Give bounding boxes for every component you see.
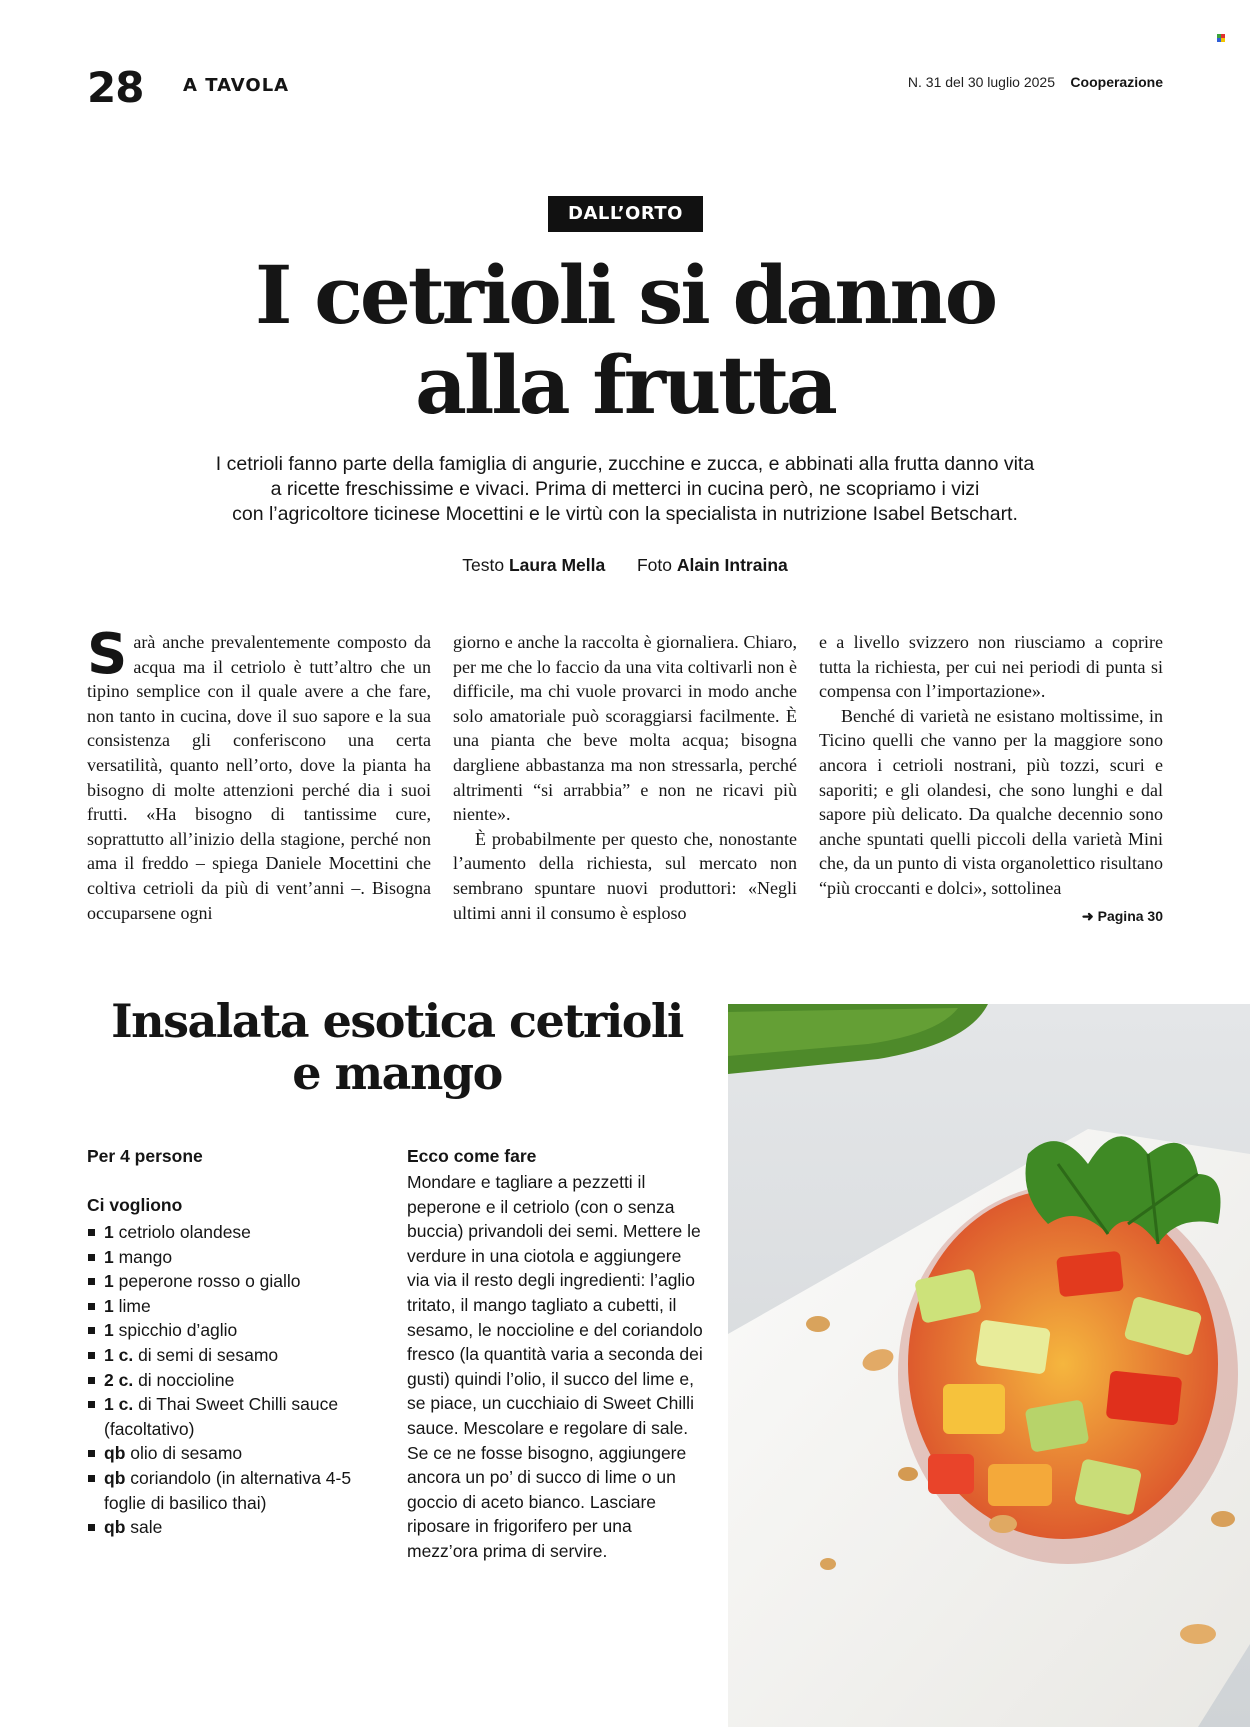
ingredient-qty: 1 bbox=[104, 1295, 114, 1316]
ingredient-text: mango bbox=[118, 1246, 173, 1267]
ingredient-qty: 1 bbox=[104, 1246, 114, 1267]
headline-line-1: I cetrioli si danno bbox=[254, 248, 996, 342]
headline bbox=[150, 250, 1100, 430]
byline bbox=[0, 555, 1250, 576]
ingredient-text: peperone rosso o giallo bbox=[118, 1271, 301, 1292]
continue-label: Pagina 30 bbox=[1097, 907, 1163, 924]
column-2-paragraph-1: giorno e anche la raccolta è giornaliera. Chiaro, per me che lo faccio da una vita coltivarli non è difficile, ma chi vuole provarci in modo anche solo amatoriale può scoraggiarsi facilmente. È una pianta che beve molta acqua; bisogna dargliene abbastanza ma non stressarla, perché altrimenti “si arrabbia” e non ne ricavi più niente». bbox=[453, 632, 797, 825]
method-title: Ecco come fare bbox=[407, 1146, 537, 1166]
lead-line-3: con l’agricoltore ticinese Mocettini e le virtù con la specialista in nutrizione Isabel Betschart. bbox=[232, 503, 1018, 525]
ingredient-item bbox=[87, 1392, 377, 1441]
byline-photo-author: Alain Intraina bbox=[676, 555, 788, 575]
ingredient-text: olio di sesamo bbox=[130, 1443, 243, 1464]
ingredient-text: di Thai Sweet Chilli sauce (facoltativo) bbox=[104, 1394, 339, 1439]
byline-text-author: Laura Mella bbox=[508, 555, 606, 575]
method-text: Mondare e tagliare a pezzetti il peperone e il cetriolo (con o senza buccia) privandoli dei semi. Mettere le verdure in una ciotola e aggiungere via via il resto degli ingredienti: l’aglio tritato, il mango tagliato a cubetti, il sesamo, le noccioline e del coriandolo fresco (la quantità varia a seconda dei gusti) quindi l’olio, il succo del lime e, se piace, un cucchiaio di Sweet Chilli sauce. Mescolare e regolare di sale. Se ce ne fosse bisogno, aggiungere ancora un po’ di succo di lime o un goccio di aceto bianco. Lasciare riposare in frigorifero per una mezz’ora prima di servire. bbox=[407, 1172, 703, 1561]
ingredient-text: sale bbox=[130, 1517, 163, 1538]
ingredient-item bbox=[87, 1245, 377, 1270]
article-column-2 bbox=[453, 630, 797, 925]
ingredient-qty: 1 bbox=[104, 1320, 114, 1341]
kicker-label: DALL’ORTO bbox=[548, 196, 703, 232]
ingredient-qty: qb bbox=[104, 1443, 126, 1464]
recipe-photo bbox=[728, 1004, 1250, 1727]
headline-line-2: alla frutta bbox=[415, 338, 835, 432]
ingredient-item bbox=[87, 1368, 377, 1393]
magazine-name: Cooperazione bbox=[1070, 74, 1163, 90]
column-3-paragraph-1: e a livello svizzero non riusciamo a coprire tutta la richiesta, per cui nei periodi di punta si compensa con l’importazione». bbox=[819, 632, 1163, 702]
ingredient-item bbox=[87, 1220, 377, 1245]
ingredient-item bbox=[87, 1318, 377, 1343]
lead-line-1: I cetrioli fanno parte della famiglia di angurie, zucchine e zucca, e abbinati alla frutta danno vita bbox=[215, 453, 1035, 475]
ingredient-text: di semi di sesamo bbox=[138, 1344, 279, 1365]
ingredient-item bbox=[87, 1466, 377, 1515]
ingredient-qty: 2 c. bbox=[104, 1369, 134, 1390]
recipe-title-line-2: e mango bbox=[292, 1046, 502, 1100]
ingredient-qty: 1 bbox=[104, 1271, 114, 1292]
arrow-right-icon: ➜ bbox=[1081, 907, 1094, 924]
ingredient-item bbox=[87, 1515, 377, 1540]
recipe-title-line-1: Insalata esotica cetrioli bbox=[111, 994, 683, 1048]
ingredient-item bbox=[87, 1269, 377, 1294]
ingredient-text: coriandolo (in alternativa 4-5 foglie di basilico thai) bbox=[104, 1467, 352, 1513]
ingredient-text: cetriolo olandese bbox=[118, 1222, 251, 1242]
recipe-servings: Per 4 persone bbox=[87, 1146, 203, 1166]
ingredient-text: di noccioline bbox=[138, 1369, 235, 1390]
column-3-paragraph-2: Benché di varietà ne esistano moltissime, in Ticino quelli che vanno per la maggiore sono ancora i cetrioli nostrani, più tozzi, scuri e saporiti; e gli olandesi, che sono lunghi e dal sapore più delicato. Da qualche decennio sono anche spuntati quelli piccoli della varietà Mini che, da un punto di vista organolettico risultano “più croccanti e dolci», sottolinea ➜ Pagina 30 bbox=[819, 704, 1163, 901]
continue-link[interactable] bbox=[1060, 904, 1163, 929]
ingredient-qty: qb bbox=[104, 1517, 126, 1538]
registration-mark-icon bbox=[1217, 34, 1226, 42]
byline-text-label: Testo bbox=[462, 555, 505, 575]
ingredient-text: spicchio d’aglio bbox=[118, 1320, 238, 1341]
ingredient-qty: 1 bbox=[104, 1222, 114, 1242]
page-number: 28 bbox=[87, 63, 144, 112]
ingredient-text: lime bbox=[118, 1295, 151, 1316]
recipe-title bbox=[87, 995, 707, 1099]
ingredient-qty: qb bbox=[104, 1467, 126, 1488]
section-name: A TAVOLA bbox=[183, 75, 290, 96]
byline-photo-label: Foto bbox=[636, 555, 673, 575]
column-2-paragraph-2: È probabilmente per questo che, nonostante l’aumento della richiesta, sul mercato non sembrano spuntare nuovi produttori: «Negli ultimi anni il consumo è esploso bbox=[453, 828, 797, 923]
column-1-paragraph: Sarà anche prevalentemente composto da acqua ma il cetriolo è tutt’altro che un tipino semplice con il quale avere a che fare, non tanto in cucina, dove il suo sapore e la sua consistenza gli conferiscono una certa versatilità, quanto nell’orto, dove la pianta ha bisogno di molte attenzioni perché dia i suoi frutti. «Ha bisogno di tantissime cure, soprattutto all’inizio della stagione, perché non ama il freddo – spiega Daniele Mocettini che coltiva cetrioli da più di vent’anni –. Bisogna occuparsene ogni bbox=[87, 622, 431, 923]
lead-paragraph bbox=[150, 452, 1100, 527]
ingredients-title: Ci vogliono bbox=[87, 1195, 183, 1215]
drop-cap: S bbox=[87, 622, 128, 687]
page-header bbox=[87, 63, 1163, 112]
ingredients-list bbox=[87, 1220, 377, 1540]
issue-date: N. 31 del 30 luglio 2025 bbox=[907, 74, 1055, 90]
ingredient-item bbox=[87, 1441, 377, 1466]
article-column-1 bbox=[87, 622, 431, 925]
salad-photo-illustration bbox=[728, 1004, 1250, 1727]
ingredient-item bbox=[87, 1343, 377, 1368]
ingredient-qty: 1 c. bbox=[104, 1394, 134, 1415]
ingredient-item bbox=[87, 1294, 377, 1319]
ingredient-qty: 1 c. bbox=[104, 1344, 134, 1365]
article-column-3 bbox=[819, 630, 1163, 928]
lead-line-2: a ricette freschissime e vivaci. Prima di metterci in cucina però, ne scopriamo i vizi bbox=[270, 478, 980, 500]
